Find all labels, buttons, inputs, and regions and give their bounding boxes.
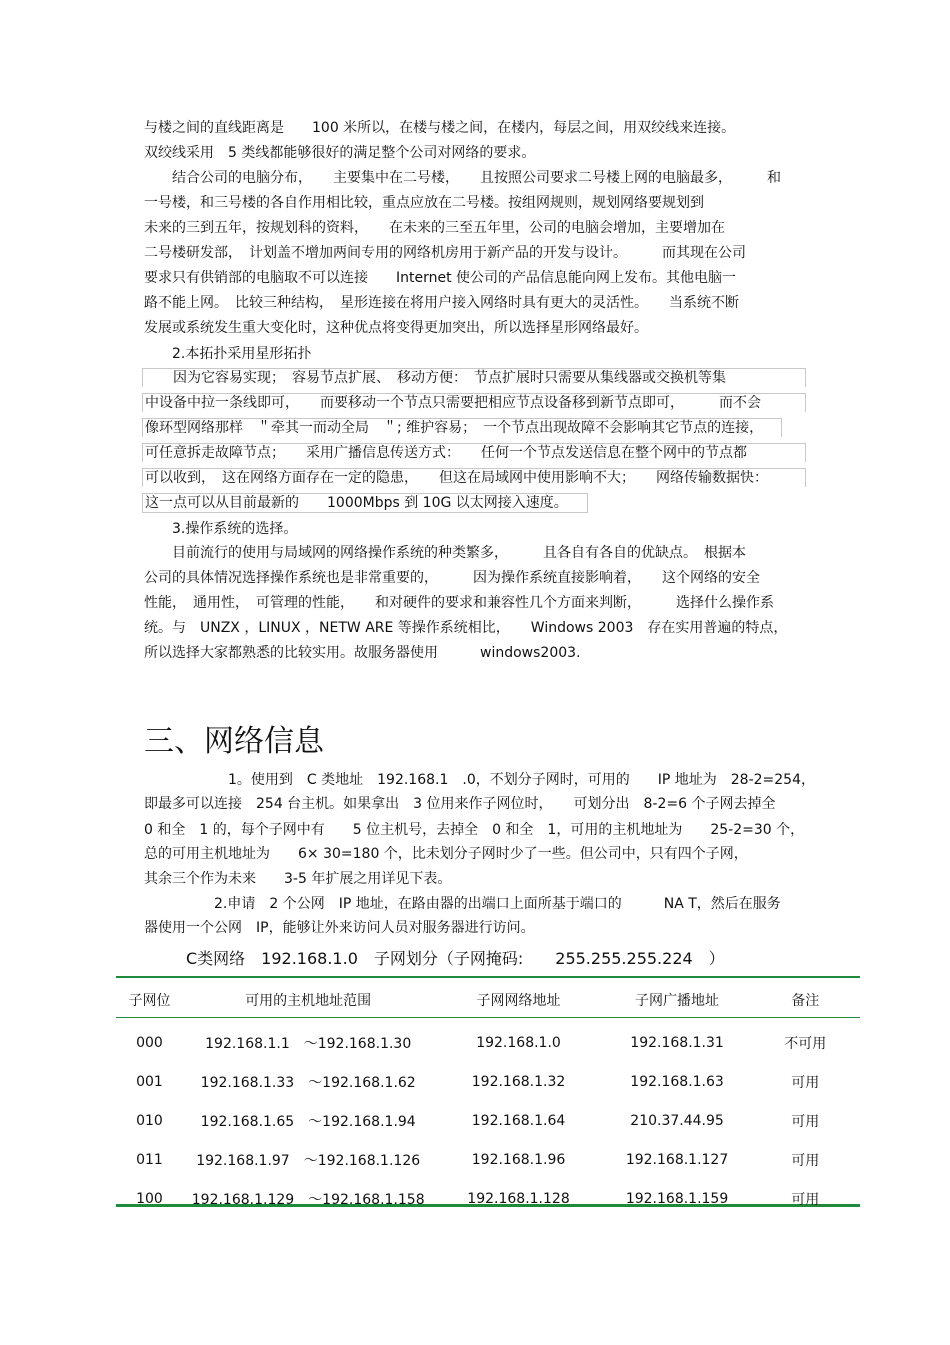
text-line: 1。使用到 C 类地址 192.168.1 .0，不划分子网时，可用的 IP 地址为 28-2=254， <box>144 772 815 788</box>
text-line: 发展或系统发生重大变化时，这种优点将变得更加突出，所以选择星形网络最好。 <box>144 320 648 336</box>
text-line: 其余三个作为未来 3-5 年扩展之用详见下表。 <box>144 871 452 887</box>
col-header: 可用的主机地址范围 <box>245 993 372 1009</box>
col-header: 子网广播地址 <box>635 993 720 1009</box>
col-header: 子网网络地址 <box>476 993 561 1009</box>
cell: 不可用 <box>784 1035 827 1052</box>
cell: 可用 <box>791 1152 820 1169</box>
text-line: 2.申请 2 个公网 IP 地址，在路由器的出端口上面所基于端口的 NA T，然后在服务 <box>144 896 781 912</box>
text-line: 与楼之间的直线距离是 100 米所以，在楼与楼之间，在楼内，每层之间，用双绞线来连接。 <box>144 120 736 136</box>
table-row <box>116 1023 860 1062</box>
text-line: 统。与 UNZX ，LINUX ，NETW ARE 等操作系统相比， Windows 2003 存在实用普遍的特点， <box>144 620 788 636</box>
cell: 192.168.1.0 <box>476 1034 561 1051</box>
text-line: 结合公司的电脑分布， 主要集中在二号楼， 且按照公司要求二号楼上网的电脑最多， 和 <box>144 170 781 186</box>
cell: 192.168.1.31 <box>630 1034 724 1051</box>
text-line: 0 和全 1 的，每个子网中有 5 位主机号，去掉全 0 和全 1，可用的主机地址为 25-2=30 个， <box>144 822 805 838</box>
text-line-boxed: 可任意拆走故障节点； 采用广播信息传送方式： 任何一个节点发送信息在整个网中的节点都 <box>142 443 806 462</box>
text-line-boxed: 可以收到， 这在网络方面存在一定的隐患， 但这在局域网中使用影响不大； 网络传输数据快： <box>142 468 806 487</box>
table-header-row <box>116 981 860 1019</box>
cell: 192.168.1.63 <box>630 1073 724 1090</box>
table-row <box>116 1179 860 1218</box>
text-line: 即最多可以连接 254 台主机。如果拿出 3 位用来作子网位时， 可划分出 8-2=6 个子网去掉全 <box>144 796 776 812</box>
cell: 210.37.44.95 <box>630 1112 724 1129</box>
cell: 192.168.1.96 <box>471 1151 566 1168</box>
col-header: 备注 <box>791 993 820 1009</box>
cell: 可用 <box>791 1074 820 1091</box>
text-line: 路不能上网。 比较三种结构， 星形连接在将用户接入网络时具有更大的灵活性。 当系统不断 <box>144 295 739 311</box>
text-line: 未来的三到五年，按规划科的资料， 在未来的三至五年里，公司的电脑会增加，主要增加在 <box>144 220 725 236</box>
subheading: 2.本拓扑采用星形拓扑 <box>144 346 312 362</box>
table-caption: C类网络 192.168.1.0 子网划分（子网掩码: 255.255.255.224 ） <box>186 949 725 968</box>
text-line: 一号楼，和三号楼的各自作用相比较，重点应放在二号楼。按组网规则，规划网络要规划到 <box>144 195 704 211</box>
subnet-table <box>116 981 860 1218</box>
table-row <box>116 1140 860 1179</box>
text-line: 器使用一个公网 IP，能够让外来访问人员对服务器进行访问。 <box>144 920 535 936</box>
text-line: 要求只有供销部的电脑取不可以连接 Internet 使公司的产品信息能向网上发布。其他电脑一 <box>144 270 737 286</box>
table-top-rule <box>116 976 860 978</box>
text-line: 所以选择大家都熟悉的比较实用。故服务器使用 windows2003. <box>144 645 581 661</box>
col-header: 子网位 <box>128 993 171 1009</box>
cell: 011 <box>136 1151 163 1168</box>
text-line-boxed: 这一点可以从目前最新的 1000Mbps 到 10G 以太网接入速度。 <box>142 493 588 513</box>
cell: 010 <box>136 1112 163 1129</box>
text-line-boxed: 因为它容易实现； 容易节点扩展、 移动方便： 节点扩展时只需要从集线器或交换机等集 <box>142 368 806 387</box>
table-row <box>116 1101 860 1140</box>
cell: 100 <box>136 1190 163 1207</box>
cell: 192.168.1.159 <box>625 1190 729 1207</box>
cell: 可用 <box>791 1113 820 1130</box>
cell: 000 <box>136 1034 163 1051</box>
cell: 192.168.1.129 ～192.168.1.158 <box>191 1191 425 1208</box>
cell: 192.168.1.65 ～192.168.1.94 <box>200 1113 416 1130</box>
text-line: 总的可用主机地址为 6× 30=180 个，比未划分子网时少了一些。但公司中，只有四个子网， <box>144 846 748 862</box>
text-line-boxed: 中设备中拉一条线即可， 而要移动一个节点只需要把相应节点设备移到新节点即可， 而不会 <box>142 393 806 412</box>
text-line: 二号楼研发部， 计划盖不增加两间专用的网络机房用于新产品的开发与设计。 而其现在公司 <box>144 245 746 261</box>
cell: 192.168.1.128 <box>467 1190 570 1207</box>
text-line-boxed: 像环型网络那样 ＂牵其一而动全局 ＂; 维护容易； 一个节点出现故障不会影响其它节点的连接， <box>142 418 782 437</box>
text-line: 目前流行的使用与局域网的网络操作系统的种类繁多， 且各自有各自的优缺点。 根据本 <box>144 545 746 561</box>
cell: 192.168.1.97 ～192.168.1.126 <box>196 1152 421 1169</box>
text-line: 公司的具体情况选择操作系统也是非常重要的， 因为操作系统直接影响着， 这个网络的安全 <box>144 570 760 586</box>
cell: 001 <box>136 1073 163 1090</box>
text-line: 性能， 通用性， 可管理的性能， 和对硬件的要求和兼容性几个方面来判断， 选择什么操作系 <box>144 595 774 611</box>
subheading: 3.操作系统的选择。 <box>144 521 298 537</box>
cell: 192.168.1.127 <box>625 1151 729 1168</box>
cell: 192.168.1.33 ～192.168.1.62 <box>200 1074 416 1091</box>
cell: 192.168.1.64 <box>471 1112 566 1129</box>
table-row <box>116 1062 860 1101</box>
section-heading: 三、网络信息 <box>144 724 324 759</box>
cell: 192.168.1.1 ～192.168.1.30 <box>205 1035 412 1052</box>
cell: 可用 <box>791 1191 820 1208</box>
text-line: 双绞线采用 5 类线都能够很好的满足整个公司对网络的要求。 <box>144 145 536 161</box>
cell: 192.168.1.32 <box>471 1073 566 1090</box>
